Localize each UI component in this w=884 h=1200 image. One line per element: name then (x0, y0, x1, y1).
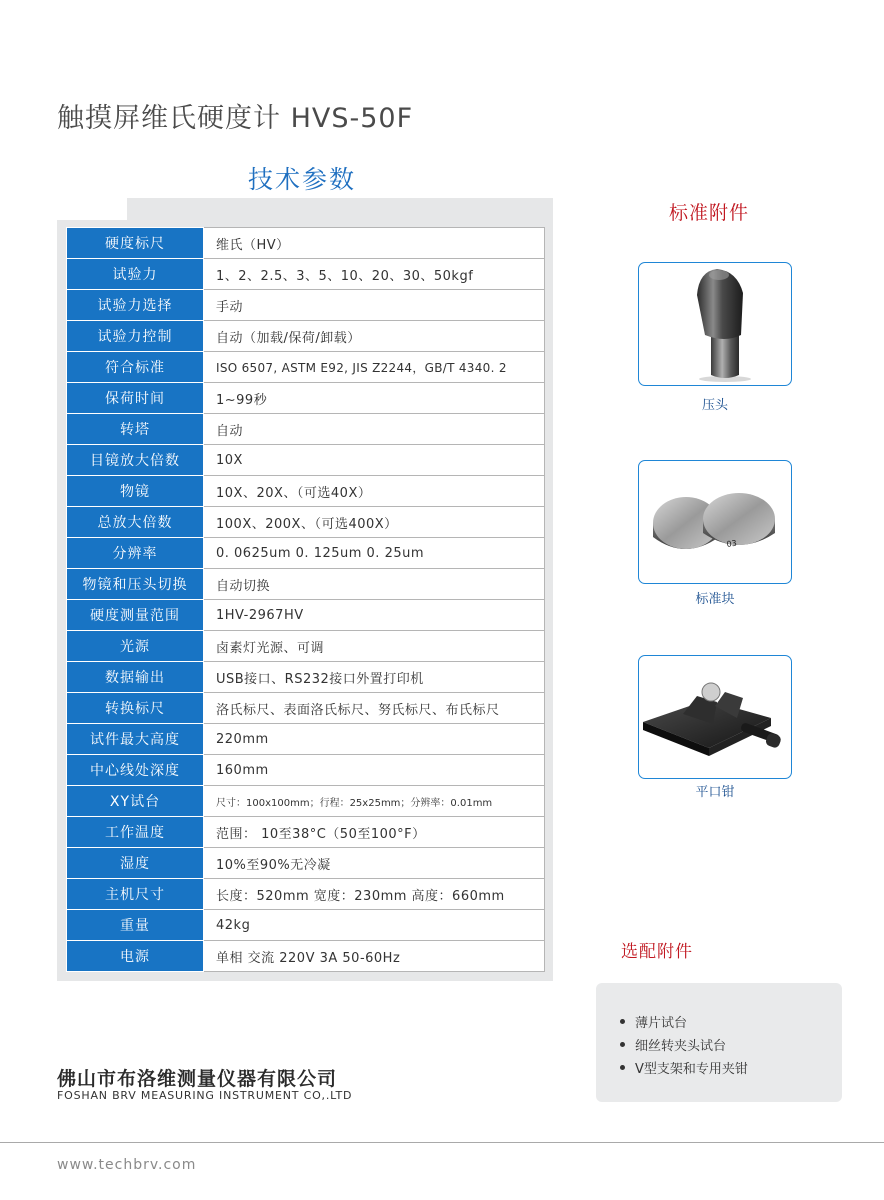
spec-value: USB接口、RS232接口外置打印机 (204, 662, 545, 693)
optional-accessories-heading: 选配附件 (621, 942, 693, 962)
spec-name: 试验力控制 (67, 321, 204, 352)
company-name-english: FOSHAN BRV MEASURING INSTRUMENT CO,.LTD (57, 1089, 353, 1102)
spec-name: 中心线处深度 (67, 755, 204, 786)
spec-value: 1HV-2967HV (204, 600, 545, 631)
spec-name: 符合标准 (67, 352, 204, 383)
spec-value: 范围： 10至38°C（50至100°F） (204, 817, 545, 848)
spec-value: 220mm (204, 724, 545, 755)
optional-item-label: V型支架和专用夹钳 (635, 1062, 748, 1077)
spec-name: 物镜 (67, 476, 204, 507)
table-row (67, 817, 545, 848)
table-row (67, 879, 545, 910)
test-block-label: 标准块 (695, 592, 735, 607)
table-row (67, 259, 545, 290)
optional-item-label: 细丝转夹头试台 (635, 1039, 727, 1054)
spec-name: 试件最大高度 (67, 724, 204, 755)
table-row (67, 445, 545, 476)
table-row (67, 600, 545, 631)
test-block-image-card (638, 460, 792, 584)
spec-name: 重量 (67, 910, 204, 941)
test-block-icon (639, 461, 792, 584)
optional-accessories-list (620, 1010, 748, 1079)
spec-table (66, 227, 545, 972)
optional-accessories-box (596, 983, 842, 1102)
spec-value: 维氏（HV） (204, 228, 545, 259)
spec-name: 电源 (67, 941, 204, 972)
spec-name: 光源 (67, 631, 204, 662)
indenter-label: 压头 (701, 398, 728, 413)
spec-name: 数据输出 (67, 662, 204, 693)
spec-name: 工作温度 (67, 817, 204, 848)
test-block-mark: 03 (726, 538, 738, 549)
spec-name: 目镜放大倍数 (67, 445, 204, 476)
spec-name: 分辨率 (67, 538, 204, 569)
spec-value: 100X、200X、（可选400X） (204, 507, 545, 538)
spec-value: 长度：520mm 宽度：230mm 高度：660mm (204, 879, 545, 910)
spec-value: 10X (204, 445, 545, 476)
spec-name: XY试台 (67, 786, 204, 817)
table-row (67, 662, 545, 693)
spec-value: 10%至90%无冷凝 (204, 848, 545, 879)
vise-label: 平口钳 (695, 785, 735, 800)
spec-value: 160mm (204, 755, 545, 786)
spec-name: 试验力 (67, 259, 204, 290)
table-row (67, 414, 545, 445)
spec-value: 卤素灯光源、可调 (204, 631, 545, 662)
table-row (67, 228, 545, 259)
table-row (67, 693, 545, 724)
optional-item-label: 薄片试台 (635, 1016, 688, 1031)
list-item (620, 1033, 748, 1056)
spec-value: 自动（加载/保荷/卸载） (204, 321, 545, 352)
table-row (67, 724, 545, 755)
spec-name: 总放大倍数 (67, 507, 204, 538)
spec-name: 转塔 (67, 414, 204, 445)
table-row (67, 538, 545, 569)
indenter-image-card (638, 262, 792, 386)
spec-name: 主机尺寸 (67, 879, 204, 910)
spec-value: 洛氏标尺、表面洛氏标尺、努氏标尺、布氏标尺 (204, 693, 545, 724)
spec-value: 1~99秒 (204, 383, 545, 414)
spec-value: 1、2、2.5、3、5、10、20、30、50kgf (204, 259, 545, 290)
spec-value: 42kg (204, 910, 545, 941)
table-row (67, 352, 545, 383)
bullet-icon (620, 1019, 625, 1024)
spec-value: 自动 (204, 414, 545, 445)
table-row (67, 755, 545, 786)
spec-value: 尺寸：100x100mm；行程：25x25mm；分辨率：0.01mm (204, 786, 545, 817)
footer-divider (0, 1142, 884, 1143)
table-row (67, 507, 545, 538)
table-row (67, 569, 545, 600)
table-row (67, 631, 545, 662)
spec-heading: 技术参数 (248, 165, 357, 194)
spec-value: 0. 0625um 0. 125um 0. 25um (204, 538, 545, 569)
spec-value: 单相 交流 220V 3A 50-60Hz (204, 941, 545, 972)
table-row (67, 941, 545, 972)
spec-name: 保荷时间 (67, 383, 204, 414)
list-item (620, 1056, 748, 1079)
company-name-chinese: 佛山市布洛维测量仪器有限公司 (57, 1068, 338, 1090)
indenter-icon (639, 263, 792, 386)
bullet-icon (620, 1042, 625, 1047)
vise-image-card (638, 655, 792, 779)
page-title: 触摸屏维氏硬度计 HVS-50F (57, 103, 414, 134)
bullet-icon (620, 1065, 625, 1070)
spec-name: 硬度标尺 (67, 228, 204, 259)
spec-name: 转换标尺 (67, 693, 204, 724)
spec-value: ISO 6507, ASTM E92, JIS Z2244，GB/T 4340. 2 (204, 352, 545, 383)
table-row (67, 786, 545, 817)
vise-icon (639, 656, 792, 779)
spec-value: 10X、20X、（可选40X） (204, 476, 545, 507)
table-row (67, 848, 545, 879)
table-row (67, 321, 545, 352)
list-item (620, 1010, 748, 1033)
spec-value: 自动切换 (204, 569, 545, 600)
spec-name: 物镜和压头切换 (67, 569, 204, 600)
spec-name: 硬度测量范围 (67, 600, 204, 631)
table-row (67, 290, 545, 321)
table-row (67, 910, 545, 941)
spec-name: 试验力选择 (67, 290, 204, 321)
table-row (67, 383, 545, 414)
spec-name: 湿度 (67, 848, 204, 879)
standard-accessories-heading: 标准附件 (669, 202, 750, 224)
spec-value: 手动 (204, 290, 545, 321)
website-link[interactable]: www.techbrv.com (57, 1157, 197, 1173)
table-row (67, 476, 545, 507)
